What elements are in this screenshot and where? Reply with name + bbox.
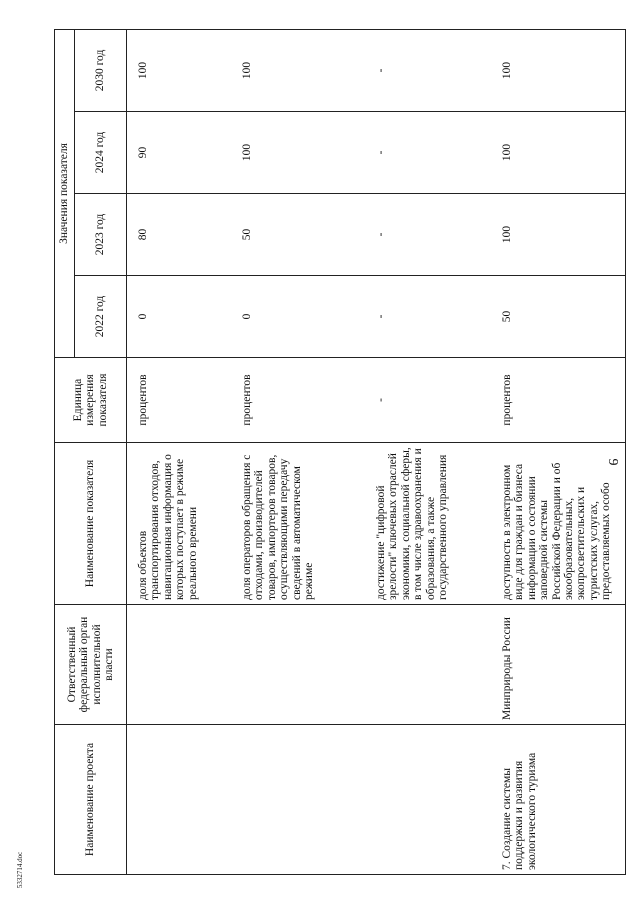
cell-value-2024: 100 [497,112,626,194]
cell-value-2022: - [369,276,497,358]
cell-unit: процентов [127,358,236,443]
table-row [497,29,626,874]
cell-project [235,725,369,875]
header-indicator: Наименование показателя [55,443,127,605]
cell-authority [235,605,369,725]
header-unit: Единица измерения показателя [55,358,127,443]
cell-project: 7. Создание системы поддержки и развития экологического туризма [497,725,626,875]
cell-value-2023: - [369,194,497,276]
document-code: 5332714.doc [16,851,24,889]
table-row [127,29,236,874]
table-row [369,29,497,874]
cell-authority [369,605,497,725]
cell-value-2024: - [369,112,497,194]
cell-authority: Минприроды России [497,605,626,725]
cell-project [127,725,236,875]
cell-indicator: доступность в электронном виде для граждан и бизнеса информации о состоянии заповедной системы Российской Федерации и об экообразовательных, экопросветительских и туристских услугах, предоставляемых особо [497,443,626,605]
cell-value-2022: 50 [497,276,626,358]
cell-value-2030: 100 [497,29,626,111]
cell-value-2024: 100 [235,112,369,194]
page-number: 9 [605,458,620,466]
cell-value-2022: 0 [235,276,369,358]
cell-value-2030: - [369,29,497,111]
cell-value-2024: 90 [127,112,236,194]
cell-indicator: доля операторов обращения с отходами, производителей товаров, импортеров товаров, осуществляющими передачу сведений в автоматическом режиме [235,443,369,605]
header-authority: Ответственный федеральный орган исполнительной власти [55,605,127,725]
header-year-2024: 2024 год [75,112,127,194]
indicators-table [54,29,626,875]
table-row [235,29,369,874]
rotated-page-body [54,30,613,875]
header-year-2023: 2023 год [75,194,127,276]
cell-unit: - [369,358,497,443]
cell-value-2030: 100 [127,29,236,111]
header-values: Значения показателя [55,29,75,357]
cell-value-2023: 50 [235,194,369,276]
cell-value-2022: 0 [127,276,236,358]
cell-value-2023: 80 [127,194,236,276]
cell-unit: процентов [497,358,626,443]
cell-indicator: достижение "цифровой зрелости" ключевых отраслей экономики, социальной сферы, в том числе здравоохранения и образования, а также государственного управления [369,443,497,605]
header-year-2022: 2022 год [75,276,127,358]
header-project: Наименование проекта [55,725,127,875]
cell-value-2030: 100 [235,29,369,111]
cell-unit: процентов [235,358,369,443]
header-year-2030: 2030 год [75,29,127,111]
cell-indicator: доля объектов транспортирования отходов, навигационная информация о которых поступает в режиме реального времени [127,443,236,605]
cell-project [369,725,497,875]
cell-authority [127,605,236,725]
cell-value-2023: 100 [497,194,626,276]
